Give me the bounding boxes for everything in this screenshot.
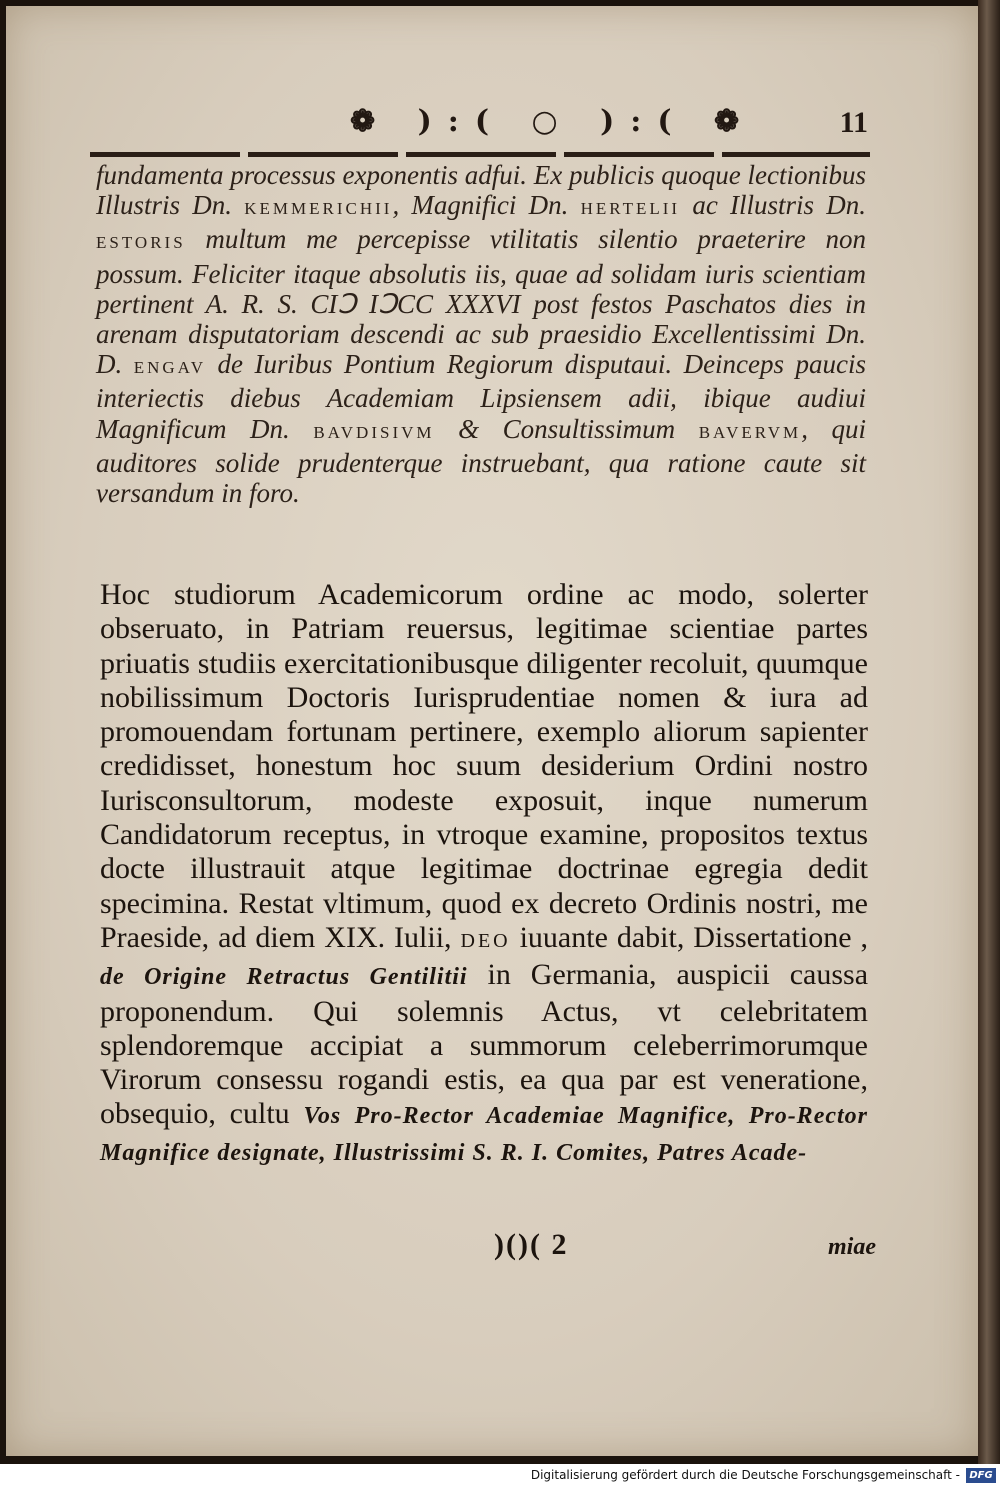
name-estoris: ESTORIS xyxy=(96,233,186,253)
name-engav: ENGAV xyxy=(133,358,207,378)
page-edge xyxy=(978,0,1000,1464)
header-rule xyxy=(90,152,870,157)
page-header xyxy=(90,104,870,152)
address-text: Vos Pro-Rector Academiae Magnifice, Pro-Rector Magnifice designate, Illustrissimi S. R. I. Comites, Patres Acade- xyxy=(100,1103,869,1166)
main-text: Hoc studiorum Academicorum ordine ac modo, solerter obseruato, in Patriam reuersus, legitimae scientiae partes priuatis studiis exercitationibusque diligenter recoluit, quumque nobilissimum Doctoris Iurisprudentiae nomen & iura ad promouendam fortunam pertinere, exemplo aliorum sapienter credidisset, honestum hoc suum desiderium Ordini nostro Iurisconsultorum, modeste exposuit, inque numerum Candidatorum receptus, in vtroque examine, propositos textus docte illustrauit atque legitimae doctrinae egregia dedit specimina. Restat vltimum, quod ex decreto Ordinis nostri, me Praeside, ad diem XIX. Iulii, xyxy=(100,578,868,954)
italic-text: fundamenta processus exponentis adfui. Ex publicis quoque lectionibus Illustris Dn. xyxy=(96,160,866,221)
italic-text: , Magnifici Dn. xyxy=(392,190,569,221)
main-paragraph xyxy=(100,578,868,1170)
main-text: in Germania, auspicii caussa proponendum. Qui solemnis Actus, vt celebritatem splendoremque accipiat a summorum celeberrimorumque Virorum consessu rogandi estis, ea qua par est veneratione, obsequio, cultu xyxy=(100,958,869,1131)
name-bauerum: BAVERVM xyxy=(698,422,802,442)
italic-text: multum me percepisse vtilitatis silentio praeterire non possum. Feliciter itaque absolutis iis, quae ad solidam iuris scientiam pertinent A. R. S. CIↃ IↃCC XXXVI post festos Paschatos dies in arenam disputatoriam descendi ac sub praesidio Excellentissimi Dn. D. xyxy=(96,224,866,380)
dfg-logo[interactable]: DFG xyxy=(966,1468,996,1483)
main-text: iuuante dabit, Dissertatione , xyxy=(519,920,869,954)
signature-mark: )()( 2 xyxy=(494,1228,569,1261)
italic-text: de Iuribus Pontium Regiorum disputaui. Deinceps paucis interiectis diebus Academiam Lipsiensem adii, ibique audiui Magnificum Dn. xyxy=(96,349,866,444)
catchword: miae xyxy=(828,1234,876,1260)
deo-word: DEO xyxy=(460,929,511,952)
footer-bar xyxy=(0,1464,1000,1488)
italic-text: , qui auditores solide prudenterque instruebant, qua ratione caute sit versandum in foro. xyxy=(96,413,866,509)
italic-text: ac Illustris Dn. xyxy=(692,190,867,221)
footer-credit: Digitalisierung gefördert durch die Deutsche Forschungsgemeinschaft - xyxy=(530,1468,960,1482)
header-ornament: ❁ ):( ○ ):( ❁ xyxy=(350,104,756,139)
name-baudisium: BAVDISIVM xyxy=(313,422,435,442)
dissertation-title: de Origine Retractus Gentilitii xyxy=(100,964,468,991)
name-hertelii: HERTELII xyxy=(580,199,681,219)
italic-text: & Consultissimum xyxy=(458,413,676,444)
name-kemmerichii: KEMMERICHII xyxy=(244,199,393,219)
page-number: 11 xyxy=(839,106,868,139)
italic-paragraph xyxy=(96,160,866,508)
